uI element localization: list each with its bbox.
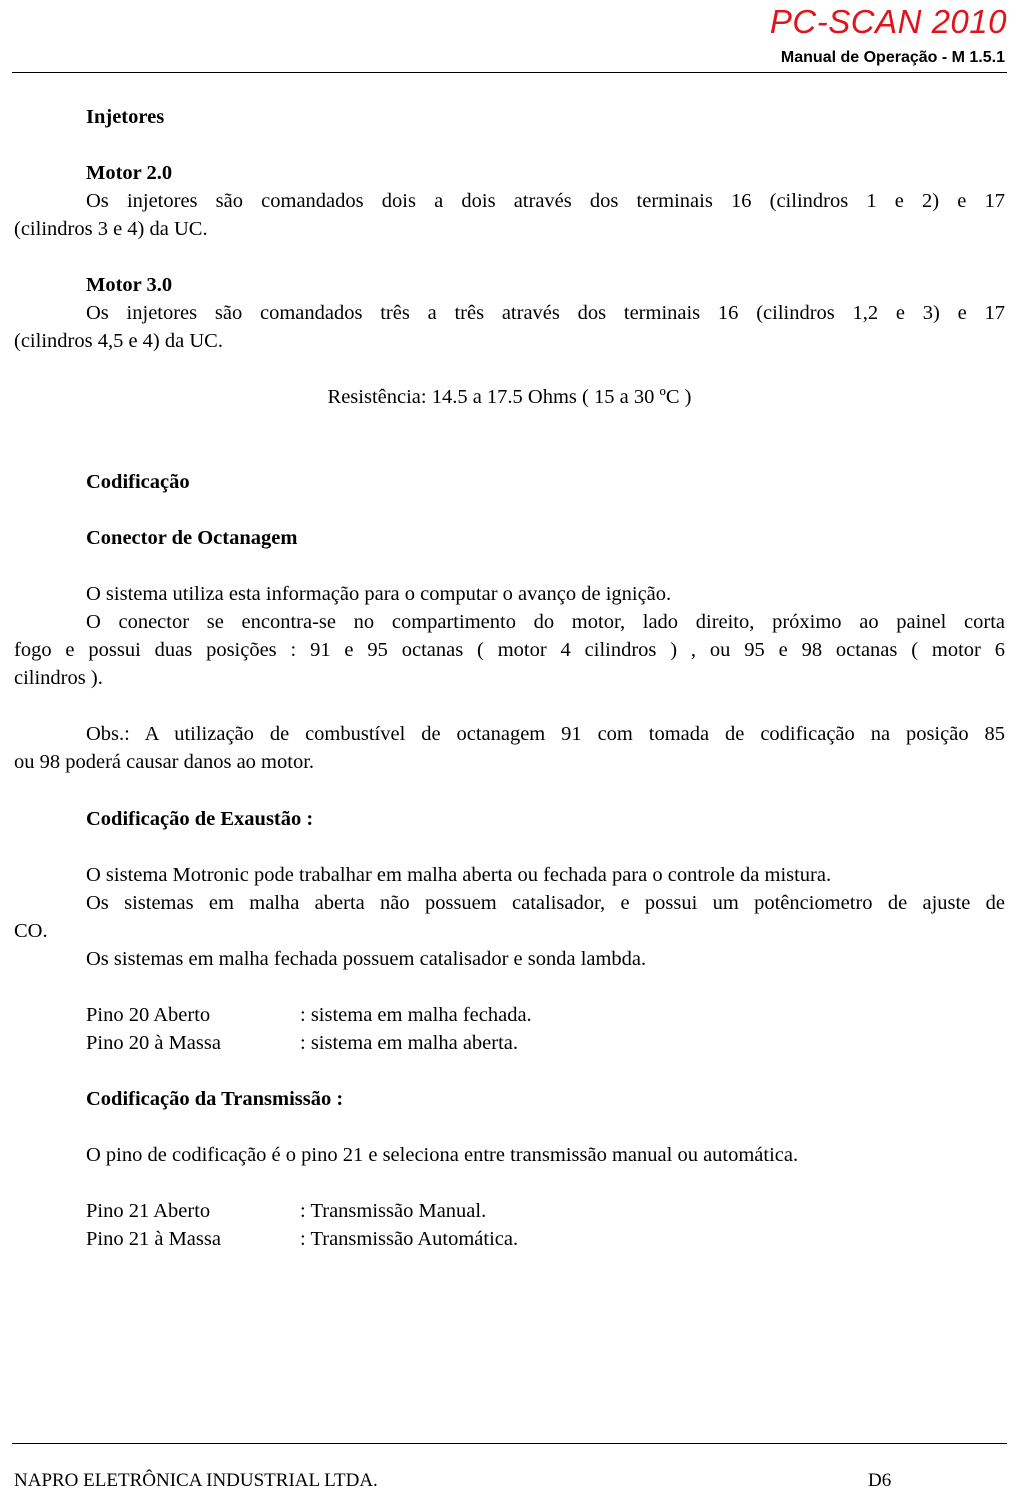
section-title-codificacao: Codificação <box>86 471 190 493</box>
paragraph-line: cilindros ). <box>14 667 103 689</box>
paragraph-line: O sistema Motronic pode trabalhar em malha aberta ou fechada para o controle da mistura. <box>86 864 832 886</box>
heading-codificacao-exaustao: Codificação de Exaustão : <box>86 808 314 830</box>
brand-title: PC-SCAN 2010 <box>769 3 1007 40</box>
pin-description: : Transmissão Automática. <box>300 1228 519 1250</box>
pin-row <box>86 1197 1005 1225</box>
paragraph-line: O sistema utiliza esta informação para o computar o avanço de ignição. <box>86 583 672 605</box>
paragraph-line: fogo e possui duas posições : 91 e 95 octanas ( motor 4 cilindros ) , ou 95 e 98 octanas ( motor 6 <box>14 639 1005 661</box>
heading-motor-2-0: Motor 2.0 <box>86 162 173 184</box>
section-title-injetores: Injetores <box>86 106 165 128</box>
paragraph-line: Os injetores são comandados três a três através dos terminais 16 (cilindros 1,2 e 3) e 17 <box>86 302 1005 324</box>
pin-row <box>86 1225 1005 1253</box>
pin-description: : sistema em malha fechada. <box>300 1004 532 1026</box>
pin-description: : sistema em malha aberta. <box>300 1032 519 1054</box>
pin-label: Pino 20 à Massa <box>86 1032 221 1054</box>
manual-subtitle: Manual de Operação - M 1.5.1 <box>780 49 1005 66</box>
pin-description: : Transmissão Manual. <box>300 1200 487 1222</box>
header-divider <box>12 72 1007 73</box>
footer-company: NAPRO ELETRÔNICA INDUSTRIAL LTDA. <box>14 1470 378 1491</box>
obs-note: Obs.: A utilização de combustível de octanagem 91 com tomada de codificação na posição 85 <box>86 723 1005 745</box>
paragraph-line: Os injetores são comandados dois a dois através dos terminais 16 (cilindros 1 e 2) e 17 <box>86 190 1005 212</box>
resistance-spec: Resistência: 14.5 a 17.5 Ohms ( 15 a 30 ºC ) <box>327 386 692 408</box>
paragraph-line: CO. <box>14 920 48 942</box>
heading-motor-3-0: Motor 3.0 <box>86 274 173 296</box>
paragraph-line: (cilindros 4,5 e 4) da UC. <box>14 330 223 352</box>
paragraph-line: Os sistemas em malha aberta não possuem catalisador, e possui um potênciometro de ajuste de <box>86 892 1005 914</box>
paragraph-line: O conector se encontra-se no compartimento do motor, lado direito, próximo ao painel corta <box>86 611 1005 633</box>
pin-label: Pino 20 Aberto <box>86 1004 211 1026</box>
pin-row <box>86 1029 1005 1057</box>
pin-label: Pino 21 à Massa <box>86 1228 221 1250</box>
obs-note: ou 98 poderá causar danos ao motor. <box>14 751 315 773</box>
pin-label: Pino 21 Aberto <box>86 1200 211 1222</box>
heading-conector-octanagem: Conector de Octanagem <box>86 527 298 549</box>
footer-divider <box>12 1443 1007 1444</box>
pin-row <box>86 1001 1005 1029</box>
paragraph-line: O pino de codificação é o pino 21 e seleciona entre transmissão manual ou automática. <box>86 1144 799 1166</box>
paragraph-line: (cilindros 3 e 4) da UC. <box>14 218 208 240</box>
page-number: D6 <box>868 1470 892 1491</box>
paragraph-line: Os sistemas em malha fechada possuem catalisador e sonda lambda. <box>86 948 647 970</box>
heading-codificacao-transmissao: Codificação da Transmissão : <box>86 1088 344 1110</box>
